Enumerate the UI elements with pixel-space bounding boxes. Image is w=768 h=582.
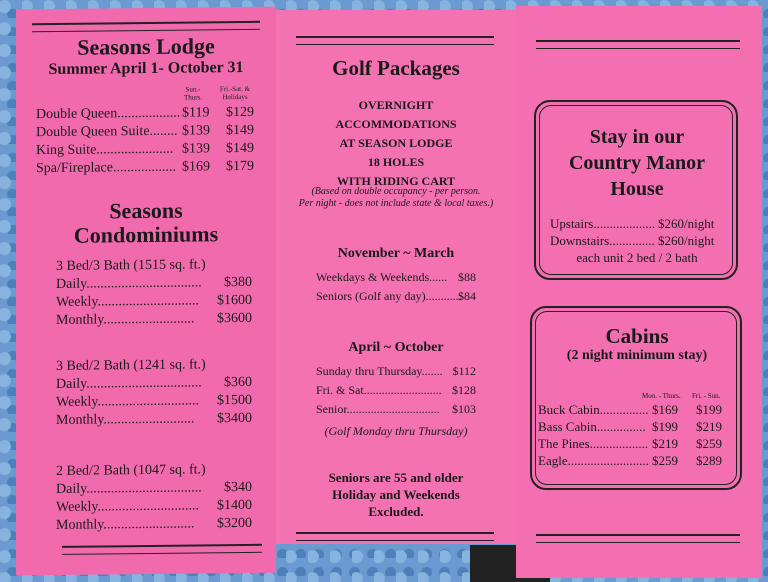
manor-title-1: Stay in our — [589, 126, 685, 148]
condo-rate-price: $1400 — [217, 497, 252, 514]
bottom-rule — [62, 544, 262, 555]
golf-rate-price: $128 — [452, 383, 476, 397]
golf-package-line: OVERNIGHT — [358, 98, 434, 112]
manor-rate-label: Downstairs.............. — [550, 233, 655, 248]
lodge-rate-weekend: $129 — [226, 104, 254, 121]
cabin-name: Bass Cabin............... — [538, 419, 646, 434]
seniors-line-2: Holiday and Weekends — [332, 487, 460, 502]
condo-rate-price: $360 — [224, 374, 252, 391]
season2-heading: April ~ October — [348, 340, 444, 355]
golf-rate-label: Sunday thru Thursday....... — [316, 364, 443, 378]
cabin-rate-weekday: $219 — [652, 436, 678, 451]
condo-unit-heading: 2 Bed/2 Bath (1047 sq. ft.) — [56, 462, 206, 479]
condo-rate-price: $1500 — [217, 392, 252, 409]
lodge-subtitle: Summer April 1- October 31 — [48, 58, 244, 79]
top-rule — [32, 21, 260, 32]
panel-golf — [276, 10, 516, 544]
lodge-rate-weekend: $149 — [226, 140, 254, 157]
golf-rate-price: $84 — [458, 289, 476, 303]
season1-heading: November ~ March — [337, 246, 455, 261]
golf-rate-price: $112 — [452, 364, 476, 378]
lodge-rate-weekday: $169 — [182, 159, 210, 175]
lodge-title: Seasons Lodge — [77, 33, 215, 60]
cabins-col1-header: Mon. - Thurs. — [642, 392, 681, 400]
golf-note-2: Per night - does not include state & local taxes.) — [298, 198, 494, 209]
condos-title-1: Seasons — [109, 197, 183, 224]
golf-rate-label: Weekdays & Weekends...... — [316, 270, 448, 284]
condo-unit-heading: 3 Bed/2 Bath (1241 sq. ft.) — [56, 357, 206, 374]
manor-rate-label: Upstairs................... — [550, 216, 656, 231]
cabin-rate-weekend: $289 — [696, 453, 722, 468]
golf-rate-label: Fri. & Sat.......................... — [316, 383, 442, 397]
condo-rate-label: Monthly.......................... — [56, 411, 195, 428]
condo-rate-label: Weekly............................. — [56, 393, 200, 410]
cabin-name: Eagle......................... — [538, 453, 649, 468]
golf-package-line: WITH RIDING CART — [336, 174, 456, 188]
panel-manor-cabins — [516, 6, 762, 578]
lodge-rate-weekend: $179 — [226, 158, 254, 175]
golf-note-1: (Based on double occupancy - per person. — [311, 186, 481, 197]
condo-rate-price: $3600 — [217, 310, 252, 327]
golf-rate-label: Seniors (Golf any day)............ — [316, 289, 462, 303]
bottom-rule — [536, 534, 740, 543]
cabin-rate-weekend: $219 — [696, 419, 722, 434]
condo-rate-label: Weekly............................. — [56, 498, 200, 515]
lodge-room-name: Double Queen.................. — [36, 105, 181, 123]
lodge-room-name: King Suite...................... — [36, 141, 174, 159]
condo-rate-price: $3200 — [217, 515, 252, 532]
cabin-rate-weekend: $259 — [696, 436, 722, 451]
bottom-rule — [296, 532, 494, 541]
manor-title-3: House — [610, 178, 664, 200]
manor-rate-price: $260/night — [658, 216, 715, 231]
condo-unit-heading: 3 Bed/3 Bath (1515 sq. ft.) — [56, 257, 206, 274]
condo-rate-label: Monthly.......................... — [56, 516, 195, 533]
condo-rate-label: Daily................................. — [56, 275, 202, 292]
condo-rate-price: $3400 — [217, 410, 252, 427]
cabin-name: Buck Cabin............... — [538, 402, 649, 417]
manor-rate-price: $260/night — [658, 233, 715, 248]
seniors-line-1: Seniors are 55 and older — [328, 470, 464, 485]
manor-title-2: Country Manor — [568, 152, 706, 174]
cabin-rate-weekday: $169 — [652, 402, 678, 417]
lodge-rate-weekend: $149 — [226, 122, 254, 139]
condo-rate-label: Daily................................. — [56, 375, 202, 392]
golf-rate-label: Senior............................... — [316, 402, 440, 416]
condo-rate-label: Weekly............................. — [56, 293, 200, 310]
lodge-col2-header: Fri.-Sat. & Holidays — [219, 84, 251, 102]
season2-note: (Golf Monday thru Thursday) — [324, 424, 468, 438]
top-rule — [296, 36, 494, 45]
seniors-line-3: Excluded. — [368, 504, 424, 519]
cabins-subtitle: (2 night minimum stay) — [566, 348, 708, 363]
lodge-rate-weekday: $139 — [182, 123, 210, 139]
cabin-rate-weekday: $199 — [652, 419, 678, 434]
lodge-rate-weekday: $119 — [182, 105, 210, 121]
golf-rate-price: $103 — [452, 402, 476, 416]
condo-rate-label: Daily................................. — [56, 480, 202, 497]
lodge-rate-weekday: $139 — [182, 141, 210, 157]
lodge-room-name: Spa/Fireplace.................. — [36, 159, 176, 177]
manor-note: each unit 2 bed / 2 bath — [576, 250, 698, 265]
condo-rate-price: $340 — [224, 479, 252, 496]
panel-lodge — [16, 7, 276, 576]
cabins-title: Cabins — [605, 324, 669, 348]
condos-title-2: Condominiums — [73, 221, 219, 248]
top-rule — [536, 40, 740, 49]
golf-package-line: 18 HOLES — [367, 155, 425, 169]
cabin-name: The Pines.................. — [538, 436, 649, 451]
condo-rate-price: $1600 — [217, 292, 252, 309]
golf-rate-price: $88 — [458, 270, 476, 284]
lodge-col1-header: Sun.- Thurs. — [183, 85, 203, 102]
golf-title: Golf Packages — [332, 56, 460, 80]
cabins-col2-header: Fri. - Sun. — [692, 392, 721, 400]
cabin-rate-weekday: $259 — [652, 453, 678, 468]
condo-rate-label: Monthly.......................... — [56, 311, 195, 328]
condo-rate-price: $380 — [224, 274, 252, 291]
cabin-rate-weekend: $199 — [696, 402, 722, 417]
lodge-room-name: Double Queen Suite........ — [36, 123, 178, 141]
golf-package-line: ACCOMMODATIONS — [335, 117, 457, 131]
golf-package-line: AT SEASON LODGE — [339, 136, 453, 150]
